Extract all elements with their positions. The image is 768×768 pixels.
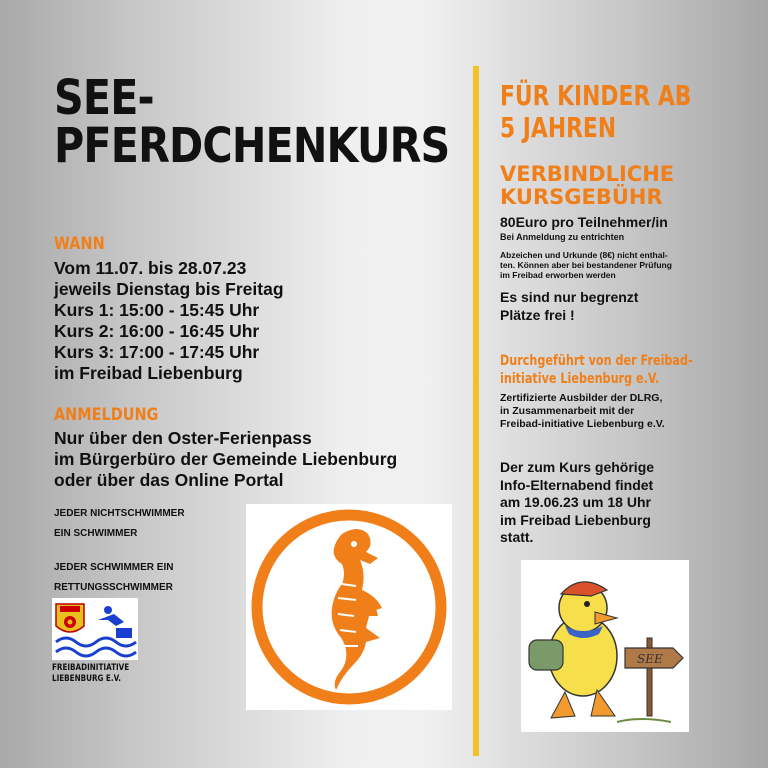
wann-block	[54, 258, 284, 384]
info-line: Info-Elternabend findet	[500, 476, 654, 493]
age-heading	[500, 80, 691, 144]
wann-line: Kurs 1: 15:00 - 15:45 Uhr	[54, 300, 260, 320]
wann-line: im Freibad Liebenburg	[54, 363, 243, 383]
page-title	[54, 70, 450, 174]
limited-line: Plätze frei !	[500, 307, 575, 323]
duck-hiker-icon	[521, 560, 689, 732]
slogan-1	[54, 504, 185, 544]
organizer-line: Zertifizierte Ausbilder der DLRG,	[500, 392, 663, 404]
fee-note: Bei Anmeldung zu entrichten	[500, 232, 625, 242]
slogan-line: RETTUNGSSCHWIMMER	[54, 582, 173, 593]
organizer-line: Freibad-initiative Liebenburg e.V.	[500, 418, 665, 430]
badge-note-line: im Freibad erworben werden	[500, 270, 616, 280]
organizer-heading-line: initiative Liebenburg e.V.	[500, 371, 660, 387]
organizer-line: in Zusammenarbeit mit der	[500, 405, 635, 417]
column-divider	[473, 66, 479, 756]
limited-places	[500, 288, 638, 324]
duck-illustration	[521, 560, 689, 732]
limited-line: Es sind nur begrenzt	[500, 289, 639, 305]
organizer-details	[500, 392, 665, 431]
seahorse-icon	[246, 504, 452, 710]
anmeldung-line: oder über das Online Portal	[54, 470, 284, 490]
wann-line: jeweils Dienstag bis Freitag	[54, 279, 284, 299]
logo-caption-line: FREIBADINITIATIVE	[52, 663, 130, 673]
slogan-2	[54, 558, 173, 598]
wann-line: Kurs 2: 16:00 - 16:45 Uhr	[54, 321, 260, 341]
badge-note-line: ten. Können aber bei bestandener Prüfung	[500, 260, 672, 270]
info-line: am 19.06.23 um 18 Uhr	[500, 494, 651, 510]
title-line-1: SEE-	[54, 70, 154, 126]
slogan-line: JEDER SCHWIMMER EIN	[54, 562, 174, 573]
organizer-heading-line: Durchgeführt von der Freibad-	[500, 353, 693, 369]
wann-heading: WANN	[54, 234, 105, 254]
anmeldung-line: Nur über den Oster-Ferienpass	[54, 428, 312, 448]
fee-heading-line: VERBINDLICHE	[500, 162, 675, 186]
organizer-heading	[500, 352, 693, 388]
sign-text: SEE	[637, 652, 663, 666]
fee-heading-line: KURSGEBÜHR	[500, 185, 663, 209]
slogan-line: EIN SCHWIMMER	[54, 528, 138, 539]
wann-line: Kurs 3: 17:00 - 17:45 Uhr	[54, 342, 260, 362]
title-line-2: PFERDCHENKURS	[54, 118, 450, 174]
age-heading-line: 5 JAHREN	[500, 111, 617, 144]
info-line: im Freibad Liebenburg	[500, 511, 651, 528]
anmeldung-block	[54, 428, 397, 491]
seahorse-emblem	[246, 504, 452, 710]
info-evening	[500, 459, 654, 547]
anmeldung-heading: ANMELDUNG	[54, 405, 159, 425]
fee-heading	[500, 163, 674, 209]
fee-amount: 80Euro pro Teilnehmer/in	[500, 214, 668, 230]
badge-note-line: Abzeichen und Urkunde (8€) nicht enthal-	[500, 250, 668, 260]
logo-caption	[52, 663, 148, 685]
logo-caption-line: LIEBENBURG E.V.	[52, 674, 121, 684]
anmeldung-line: im Bürgerbüro der Gemeinde Liebenburg	[54, 449, 398, 469]
info-line: Der zum Kurs gehörige	[500, 459, 655, 475]
crest-and-swimmer-icon	[52, 598, 138, 660]
wann-line: Vom 11.07. bis 28.07.23	[54, 258, 247, 278]
age-heading-line: FÜR KINDER AB	[500, 79, 692, 112]
freibad-logo	[52, 598, 138, 660]
info-line: statt.	[500, 529, 534, 545]
slogan-line: JEDER NICHTSCHWIMMER	[54, 508, 185, 519]
badge-note	[500, 250, 672, 280]
